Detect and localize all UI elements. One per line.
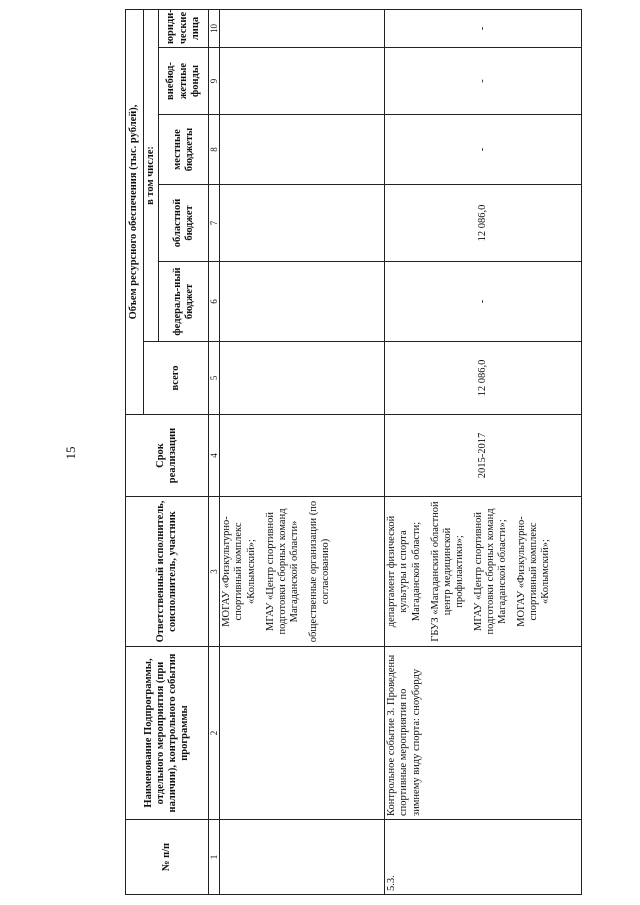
row1-total	[220, 342, 385, 415]
col-number: 7	[209, 185, 220, 262]
row1-num	[220, 820, 385, 895]
row2-regional: 12 086,0	[385, 185, 582, 262]
header-num: № п/п	[126, 820, 209, 895]
col-number: 6	[209, 262, 220, 342]
row2-local: -	[385, 115, 582, 185]
col-number: 3	[209, 497, 220, 647]
col-number: 4	[209, 415, 220, 497]
row1-legal	[220, 9, 385, 47]
resource-table	[125, 9, 582, 895]
header-including: в том числе:	[144, 9, 159, 341]
col-number: 10	[209, 9, 220, 47]
table-row	[385, 9, 582, 894]
executor-entry: ГБУЗ «Магаданский областной центр медицинской профилактики»;	[429, 501, 465, 642]
row1-name	[220, 647, 385, 820]
row1-local	[220, 115, 385, 185]
header-name: Наименование Подпрограммы, отдельного мероприятия (при наличии), контрольного события программы	[126, 647, 209, 820]
row2-total: 12 086,0	[385, 342, 582, 415]
row2-legal: -	[385, 9, 582, 47]
col-number: 1	[209, 820, 220, 895]
page-number: 15	[63, 446, 78, 460]
header-local: местные бюджеты	[159, 115, 209, 185]
rotated-table-container	[125, 10, 582, 895]
row2-name: Контрольное событие 3. Проведены спортивные мероприятия по зимнему виду спорта: сноуборду	[385, 647, 582, 820]
col-number: 8	[209, 115, 220, 185]
row2-federal: -	[385, 262, 582, 342]
header-regional: областной бюджет	[159, 185, 209, 262]
header-legal: юриди-ческие лица	[159, 9, 209, 47]
executor-entry: общественные организации (по согласованию)	[307, 500, 331, 643]
row1-offbudget	[220, 48, 385, 115]
col-number: 5	[209, 342, 220, 415]
header-term: Срок реализации	[126, 415, 209, 497]
row1-federal	[220, 262, 385, 342]
row2-executor	[385, 497, 582, 647]
col-number: 9	[209, 48, 220, 115]
executor-entry: МОГАУ «Физкультурно-спортивный комплекс «Колымский»;	[221, 516, 257, 627]
executor-entry: МГАУ «Центр спортивной подготовки сборных команд Магаданской области»	[264, 508, 300, 635]
header-offbudget: внебюд-жетные фонды	[159, 48, 209, 115]
executor-entry: МГАУ «Центр спортивной подготовки сборных команд Магаданской области»;	[472, 508, 508, 635]
row1-regional	[220, 185, 385, 262]
header-funding: Объем ресурсного обеспечения (тыс. рублей),	[126, 9, 144, 414]
header-executor: Ответственный исполнитель, соисполнитель, участник	[126, 497, 209, 647]
executor-entry: департамент физической культуры и спорта Магаданской области;	[386, 515, 422, 628]
header-federal: федераль-ный бюджет	[159, 262, 209, 342]
row2-offbudget: -	[385, 48, 582, 115]
row1-term	[220, 415, 385, 497]
row2-num: 5.3.	[385, 820, 582, 895]
executor-entry: МОГАУ «Физкультурно-спортивный комплекс «Колымский»;	[515, 516, 552, 627]
table-row	[220, 9, 385, 894]
row1-executor	[220, 497, 385, 647]
header-total: всего	[144, 342, 209, 415]
row2-term: 2015-2017	[385, 415, 582, 497]
column-numbers-row	[209, 9, 220, 894]
col-number: 2	[209, 647, 220, 820]
